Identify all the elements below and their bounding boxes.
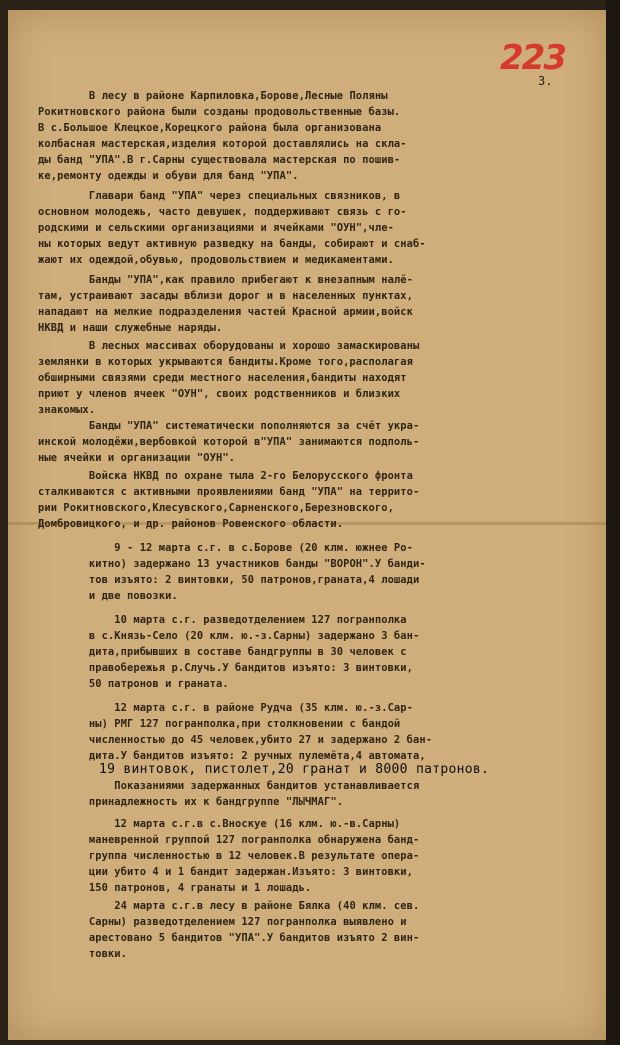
incident-testimony: Показаниями задержанных бандитов устанавливается принадлежность их к бандгруппе "ЛЫЧМАГ". (88, 780, 420, 809)
paragraph-recruitment: Банды "УПА" систематически пополняются за счёт укра- инской молодёжи,вербовкой которой в"УПА" занимаются подполь- ные ячейки и организации "ОУН". (38, 420, 420, 465)
archival-page (8, 10, 608, 1040)
handwritten-page-number: 223 (500, 38, 565, 78)
paragraph-raids: Банды "УПА",как правило прибегают к внезапным налё- там, устраивают засады вблизи дорог и в населенных пунктах, нападают на мелкие подразделения частей Красной армии,войск НКВД и наши служебные наряды. (38, 274, 413, 335)
incident-march-12-rudcha: 12 марта с.г. в районе Рудча (35 клм. ю.-з.Сар- ны) РМГ 127 погранполка,при столкновении с бандой численностью до 45 человек,убито 27 и задержано 2 бан- дита.У бандитов изъято: 2 ручных пулемёта,4 автомата, (88, 702, 433, 763)
incident-march-10: 10 марта с.г. разведотделением 127 погранполка в с.Князь-Село (20 клм. ю.-з.Сарны) задержано 3 бан- дита,прибывших в составе бандгруппы в 30 человек с правобережья р.Случь.У бандитов изъято: 3 винтовки, 50 патронов и граната. (88, 614, 420, 691)
paragraph-dugouts: В лесных массивах оборудованы и хорошо замаскированы землянки в которых укрываются бандиты.Кроме того,располагая обширными связями среди местного населения,бандиты находят приют у членов ячеек "ОУН", своих родственников и близких знакомых. (38, 340, 420, 417)
paragraph-nkvd-troops: Войска НКВД по охране тыла 2-го Белорусского фронта сталкиваются с активными проявлениями банд "УПА" на террито- рии Рокитновского,Клесувского,Сарненского,Березновского, Домбровицкого, и др. районов Ровенского области. (38, 470, 420, 531)
paragraph-supply-bases: В лесу в районе Карпиловка,Борове,Лесные Поляны Рокитновского района были созданы продовольственные базы. В с.Большое Клецкое,Корецкого района была организована колбасная мастерская,изделия которой доставлялись на скла- ды банд "УПА".В г.Сарны существовала мастерская по пошив- ке,ремонту одежды и обуви для банд "УПА". (38, 90, 407, 183)
paragraph-liaisons: Главари банд "УПА" через специальных связников, в основном молодежь, часто девушек, поддерживают связь с го- родскими и сельскими организациями и ячейками "ОУН",чле- ны которых ведут активную разведку на банды, собирают и снаб- жают их одеждой,обувью, продовольствием и медикаментами. (38, 190, 426, 267)
page-edge-shadow (606, 0, 620, 1045)
incident-march-12-vnoskue: 12 марта с.г.в с.Вноскуе (16 клм. ю.-в.Сарны) маневренной группой 127 погранполка обнаружена банд- группа численностью в 12 человек.В результате опера- ции убито 4 и 1 бандит задержан.Изъято: 3 винтовки, 150 патронов, 4 гранаты и 1 лошадь. (88, 818, 420, 895)
ocr-highlight-line: 19 винтовок, пистолет,20 гранат и 8000 патронов. (95, 762, 493, 777)
incident-march-9-12: 9 - 12 марта с.г. в с.Борове (20 клм. южнее Ро- китно) задержано 13 участников банды "ВОРОН".У банди- тов изъято: 2 винтовки, 50 патронов,граната,4 лошади и две повозки. (88, 542, 426, 603)
incident-march-24: 24 марта с.г.в лесу в районе Бялка (40 клм. сев. Сарны) разведотделением 127 погранполка выявлено и арестовано 5 бандитов "УПА".У бандитов изъято 2 вин- товки. (88, 900, 420, 961)
typed-page-index: 3. (538, 74, 553, 88)
